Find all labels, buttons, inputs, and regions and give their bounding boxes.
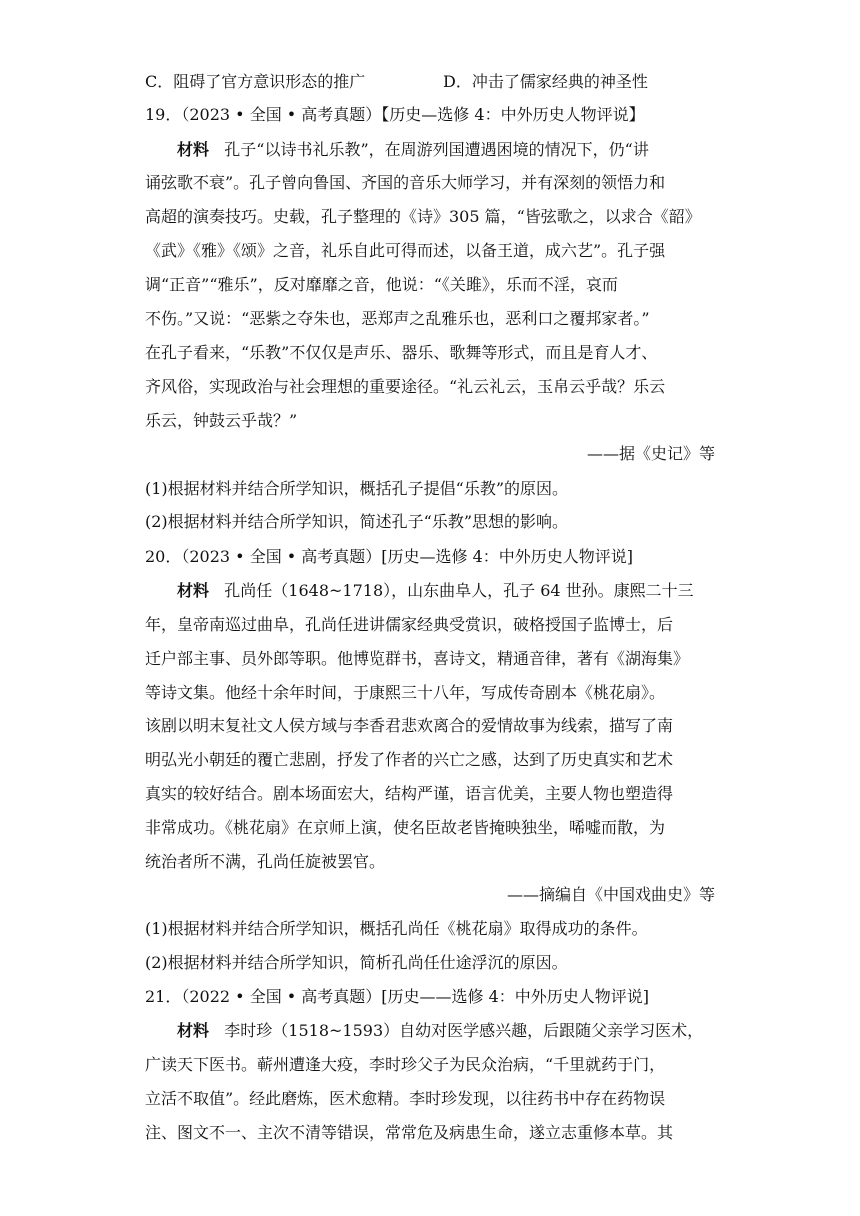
q19-subquestion-1: (1)根据材料并结合所学知识，概括孔子提倡“乐教”的原因。 <box>145 479 569 498</box>
option-d: D．冲击了儒家经典的神圣性 <box>443 72 648 91</box>
q19-text-line: 高超的演奏技巧。史载，孔子整理的《诗》305 篇，“皆弦歌之，以求合《韶》 <box>145 207 701 226</box>
q21-material-label: 材料 <box>177 1021 210 1040</box>
q21-header: 21．（2022 • 全国 • 高考真题）[历史——选修 4：中外历史人物评说] <box>145 987 650 1006</box>
q20-text-line: 非常成功。《桃花扇》在京师上演，使名臣故老皆掩映独坐，唏嘘而散，为 <box>145 818 666 837</box>
q20-text: 孔尚任（1648~1718），山东曲阜人，孔子 64 世孙。康熙二十三 <box>224 581 694 600</box>
q19-text: 孔子“以诗书礼乐教”，在周游列国遭遇困境的情况下，仍“讲 <box>224 140 649 159</box>
q19-text-line: 《武》《雅》《颂》之音，礼乐自此可得而述，以备王道，成六艺”。孔子强 <box>145 241 666 260</box>
q19-source: ——据《史记》等 <box>586 444 715 463</box>
q19-subquestion-2: (2)根据材料并结合所学知识，简述孔子“乐教”思想的影响。 <box>145 512 569 531</box>
q19-text-line: 乐云，钟鼓云乎哉？” <box>145 411 298 430</box>
q21-text-line: 注、图文不一、主次不清等错误，常常危及病患生命，遂立志重修本草。其 <box>145 1123 674 1142</box>
q20-text-line: 明弘光小朝廷的覆亡悲剧，抒发了作者的兴亡之感，达到了历史真实和艺术 <box>145 750 674 769</box>
q20-text-line: 统治者所不满，孔尚任旋被罢官。 <box>145 852 386 871</box>
q20-text-line: 真实的较好结合。剧本场面宏大，结构严谨，语言优美，主要人物也塑造得 <box>145 784 674 803</box>
option-c: C．阻碍了官方意识形态的推广 <box>145 72 366 91</box>
q21-text-line: 广读天下医书。蕲州遭逢大疫，李时珍父子为民众治病，“千里就药于门， <box>145 1055 666 1074</box>
q21-text-line: 立活不取值”。经此磨炼，医术愈精。李时珍发现，以往药书中存在药物误 <box>145 1089 666 1108</box>
q20-text-line: 该剧以明末复社文人侯方域与李香君悲欢离合的爱情故事为线索，描写了南 <box>145 716 674 735</box>
q20-material-label: 材料 <box>177 581 210 600</box>
q19-material-line-1 <box>177 139 747 161</box>
q20-subquestion-2: (2)根据材料并结合所学知识，简析孔尚任仕途浮沉的原因。 <box>145 953 568 972</box>
q20-header: 20．（2023 • 全国 • 高考真题）[历史—选修 4：中外历史人物评说] <box>145 547 634 566</box>
q20-text-line: 年，皇帝南巡过曲阜，孔尚任进讲儒家经典受赏识，破格授国子监博士，后 <box>145 615 674 634</box>
q19-text-line: 诵弦歌不衰”。孔子曾向鲁国、齐国的音乐大师学习，并有深刻的领悟力和 <box>145 173 666 192</box>
options-row <box>145 71 715 93</box>
q20-material-line-1 <box>177 580 747 602</box>
q19-material-label: 材料 <box>177 140 210 159</box>
q19-text-line: 调“正音”“雅乐”，反对靡靡之音，他说：“《关雎》，乐而不淫，哀而 <box>145 275 618 294</box>
q21-material-line-1 <box>177 1020 747 1042</box>
q19-header: 19．（2023 • 全国 • 高考真题）【历史—选修 4：中外历史人物评说】 <box>145 105 645 124</box>
q20-source: ——摘编自《中国戏曲史》等 <box>506 885 715 904</box>
q21-text: 李时珍（1518~1593）自幼对医学感兴趣，后跟随父亲学习医术， <box>224 1021 704 1040</box>
q20-text-line: 迁户部主事、员外郎等职。他博览群书，喜诗文，精通音律，著有《湖海集》 <box>145 649 690 668</box>
q20-subquestion-1: (1)根据材料并结合所学知识，概括孔尚任《桃花扇》取得成功的条件。 <box>145 919 648 938</box>
q20-text-line: 等诗文集。他经十余年时间，于康熙三十八年，写成传奇剧本《桃花扇》。 <box>145 683 666 702</box>
q19-text-line: 不伤。”又说：“恶紫之夺朱也，恶郑声之乱雅乐也，恶利口之覆邦家者。” <box>145 309 650 328</box>
q19-text-line: 在孔子看来，“乐教”不仅仅是声乐、器乐、歌舞等形式，而且是育人才、 <box>145 343 658 362</box>
q19-text-line: 齐风俗，实现政治与社会理想的重要途径。“礼云礼云，玉帛云乎哉？乐云 <box>145 377 666 396</box>
